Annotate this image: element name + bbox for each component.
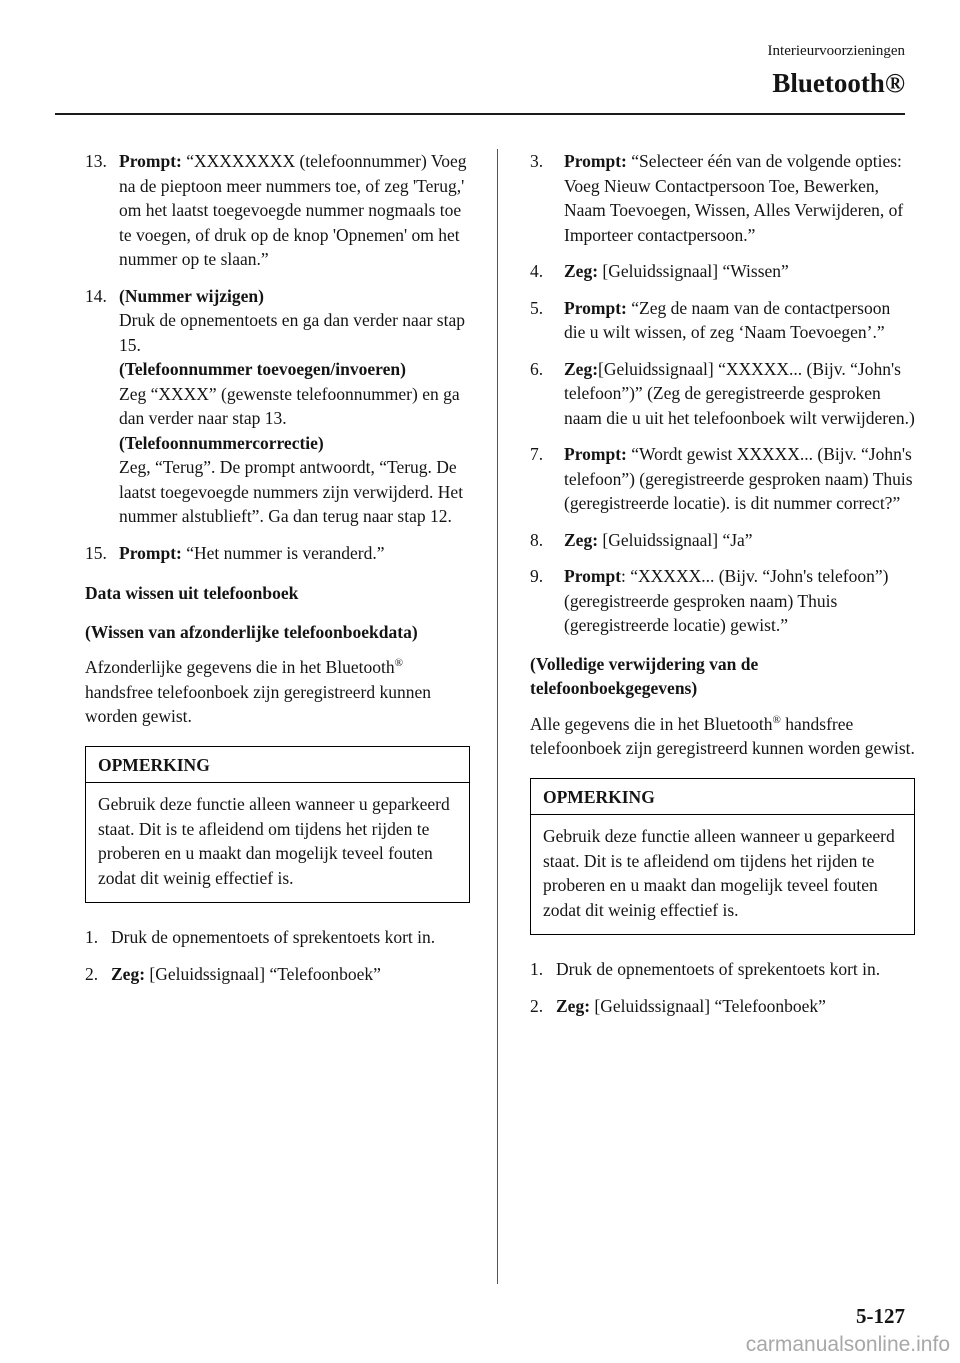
item-label: Prompt: xyxy=(564,151,627,171)
item-body xyxy=(564,296,915,345)
item-label: Prompt: xyxy=(119,151,182,171)
list-item-7 xyxy=(530,442,915,516)
step-text: [Geluidssignaal] “Telefoonboek” xyxy=(145,963,381,984)
step-text: Druk de opnementoets of sprekentoets kort in. xyxy=(111,927,436,947)
left-column xyxy=(85,149,470,1284)
item-number: 9. xyxy=(530,566,544,586)
right-column xyxy=(530,149,915,1284)
paragraph-text: Alle gegevens die in het Bluetooth xyxy=(530,713,773,734)
subitem-text: Zeg, “Terug”. De prompt antwoordt, “Terug. De laatst toegevoegde nummers zijn verwijderd. Het nummer alstublieft”. Ga dan terug naar stap 12. xyxy=(119,457,464,526)
step-text: [Geluidssignaal] “Telefoonboek” xyxy=(590,995,826,1016)
item-body xyxy=(564,528,915,553)
item-number: 5. xyxy=(530,297,544,318)
item-text: [Geluidssignaal] “XXXXX... (Bijv. “John's telefoon”)” (Zeg de geregistreerde gesproken naam die u uit het telefoonboek wilt verwijderen.) xyxy=(564,358,915,428)
sub-heading: (Wissen van afzonderlijke telefoonboekdata) xyxy=(85,621,418,642)
intro-paragraph xyxy=(530,712,915,761)
page-number: 5-127 xyxy=(856,1304,905,1328)
step-number: 2. xyxy=(85,963,99,984)
item-text: “XXXXXXXX (telefoonnummer) Voeg na de pieptoon meer nummers toe, of zeg 'Terug,' om het laatst toegevoegde nummer nogmaals toe te voegen, of druk op de knop 'Opnemen' om het nummer op te slaan.” xyxy=(119,151,467,269)
list-item-3 xyxy=(530,149,915,247)
paragraph-text: Afzonderlijke gegevens die in het Bluetooth xyxy=(85,657,395,677)
note-title: OPMERKING xyxy=(86,747,469,784)
item-number: 14. xyxy=(85,285,107,306)
list-item-13 xyxy=(85,149,470,272)
list-item-9 xyxy=(530,564,915,638)
note-body: Gebruik deze functie alleen wanneer u geparkeerd staat. Dit is te afleidend om tijdens het rijden te proberen en u maakt dan mogelijk teveel fouten zodat dit weinig effectief is. xyxy=(543,826,895,920)
item-text: “Wordt gewist XXXXX... (Bijv. “John's telefoon”) (geregistreerde gesproken naam) Thuis (geregistreerde locatie). is dit nummer correct?” xyxy=(564,444,913,513)
subitem-text: Zeg “XXXX” (gewenste telefoonnummer) en ga dan verder naar stap 13. xyxy=(119,383,460,428)
item-label: Zeg: xyxy=(564,261,599,281)
step-item-2 xyxy=(530,994,915,1019)
chapter-label: Interieurvoorzieningen xyxy=(767,43,905,59)
item-text: “Zeg de naam van de contactpersoon die u wilt wissen, of zeg ‘Naam Toevoegen’.” xyxy=(564,297,891,342)
item-text: “Selecteer één van de volgende opties: Voeg Nieuw Contactpersoon Toe, Bewerken, Naam Toevoegen, Wissen, Alles Verwijderen, of Importeer contactpersoon.” xyxy=(564,151,904,245)
item-number: 4. xyxy=(530,261,544,281)
step-label: Zeg: xyxy=(111,963,146,984)
step-label: Zeg: xyxy=(556,995,591,1016)
list-item-15 xyxy=(85,541,470,566)
content-columns xyxy=(85,149,915,1284)
item-number: 13. xyxy=(85,151,107,171)
list-item-14 xyxy=(85,284,470,529)
note-box xyxy=(85,746,470,904)
list-item-6 xyxy=(530,357,915,431)
item-number: 8. xyxy=(530,529,544,550)
column-divider xyxy=(497,149,498,1284)
item-number: 7. xyxy=(530,444,544,464)
step-text: Druk de opnementoets of sprekentoets kort in. xyxy=(556,959,881,979)
registered-mark: ® xyxy=(772,713,781,726)
paragraph-text: handsfree telefoonboek zijn geregistreerd kunnen worden gewist. xyxy=(85,681,431,726)
item-label: Zeg: xyxy=(564,358,599,379)
item-body xyxy=(564,357,915,431)
subitem-heading: (Telefoonnummercorrectie) xyxy=(119,432,324,453)
item-label: Prompt: xyxy=(119,542,182,563)
page-title: Bluetooth® xyxy=(772,68,905,98)
item-body xyxy=(119,541,470,566)
step-item-1 xyxy=(85,925,470,950)
sub-heading: (Volledige verwijdering van de telefoonboekgegevens) xyxy=(530,653,759,698)
step-number: 2. xyxy=(530,995,544,1016)
step-number: 1. xyxy=(530,959,544,979)
item-number: 3. xyxy=(530,151,544,171)
step-body xyxy=(556,994,915,1019)
step-item-2 xyxy=(85,962,470,987)
item-body xyxy=(119,284,470,529)
item-text: “Het nummer is veranderd.” xyxy=(181,542,385,563)
list-item-5 xyxy=(530,296,915,345)
step-body xyxy=(111,962,470,987)
registered-mark: ® xyxy=(394,657,403,670)
item-number: 6. xyxy=(530,358,544,379)
item-number: 15. xyxy=(85,542,107,563)
item-label: Prompt: xyxy=(564,297,627,318)
watermark: carmanualsonline.info xyxy=(745,1333,950,1356)
item-body xyxy=(564,149,915,247)
list-item-8 xyxy=(530,528,915,553)
item-text: [Geluidssignaal] “Ja” xyxy=(598,529,753,550)
step-item-1 xyxy=(530,957,915,982)
item-label: Zeg: xyxy=(564,529,599,550)
subitem-text: Druk de opnementoets en ga dan verder naar stap 15. xyxy=(119,310,465,355)
item-body xyxy=(564,442,915,516)
section-heading: Data wissen uit telefoonboek xyxy=(85,583,299,603)
note-box xyxy=(530,778,915,936)
page-header xyxy=(0,0,960,100)
item-text: : “XXXXX... (Bijv. “John's telefoon”) (geregistreerde gesproken naam) Thuis (geregistreerde locatie) gewist.” xyxy=(564,566,889,635)
item-label: Prompt xyxy=(564,566,622,586)
list-item-4 xyxy=(530,259,915,284)
subitem-heading: (Nummer wijzigen) xyxy=(119,285,264,306)
item-body xyxy=(564,564,915,638)
item-text: [Geluidssignaal] “Wissen” xyxy=(598,261,789,281)
paragraph-text: handsfree telefoonboek zijn geregistreerd kunnen worden gewist. xyxy=(530,713,915,758)
item-body xyxy=(564,259,915,284)
item-label: Prompt: xyxy=(564,444,627,464)
note-title: OPMERKING xyxy=(531,779,914,816)
item-body xyxy=(119,149,470,272)
subitem-heading: (Telefoonnummer toevoegen/invoeren) xyxy=(119,359,406,379)
intro-paragraph xyxy=(85,655,470,729)
step-number: 1. xyxy=(85,927,99,947)
note-body: Gebruik deze functie alleen wanneer u geparkeerd staat. Dit is te afleidend om tijdens het rijden te proberen en u maakt dan mogelijk teveel fouten zodat dit weinig effectief is. xyxy=(98,794,450,888)
header-rule xyxy=(55,113,905,115)
